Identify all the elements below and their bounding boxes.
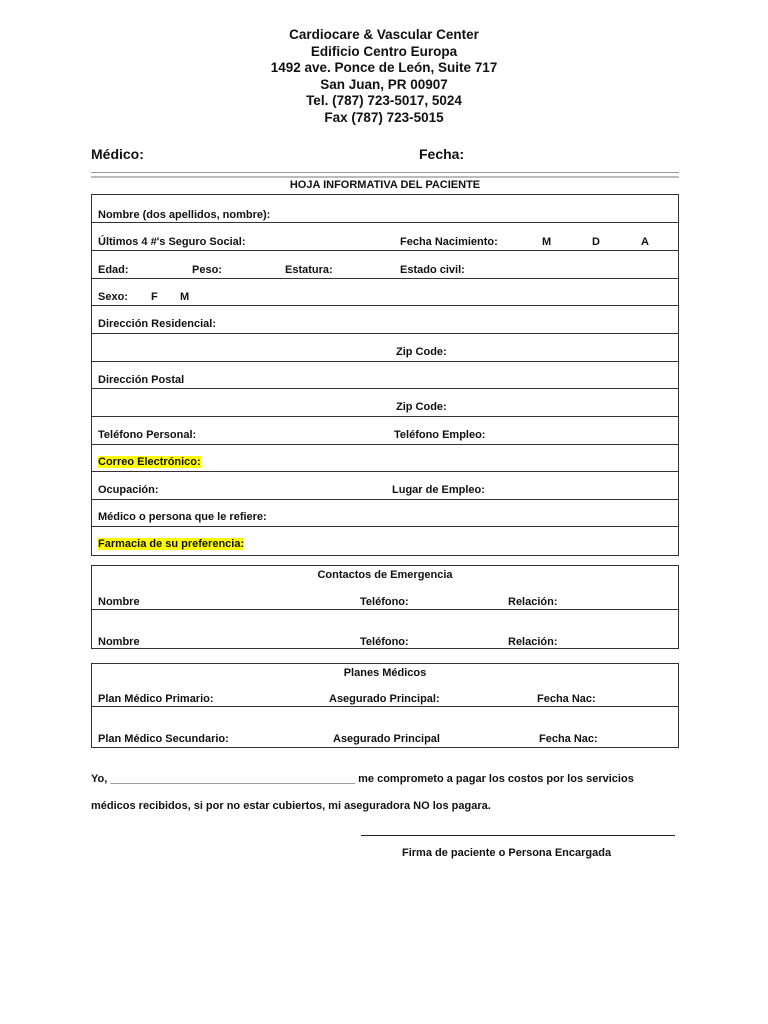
emergency-title: Contactos de Emergencia bbox=[317, 569, 453, 581]
direccion-postal-label: Dirección Postal bbox=[98, 374, 185, 386]
row-sexo[interactable] bbox=[92, 279, 678, 306]
asegurado-principal-label: Asegurado Principal bbox=[333, 733, 440, 745]
clinic-street: 1492 ave. Ponce de León, Suite 717 bbox=[270, 60, 498, 75]
plan-primario-label: Plan Médico Primario: bbox=[98, 693, 214, 705]
medical-plans-table bbox=[91, 663, 679, 748]
signature-label: Firma de paciente o Persona Encargada bbox=[402, 847, 612, 859]
estatura-label: Estatura: bbox=[285, 264, 333, 276]
row-zip-postal[interactable] bbox=[92, 389, 678, 417]
emergency-nombre-label: Nombre bbox=[98, 596, 140, 608]
peso-label: Peso: bbox=[192, 264, 222, 276]
agreement-line-1: Yo, ________________________________________ me comprometo a pagar los costos por los servicios bbox=[91, 773, 634, 785]
row-nombre[interactable] bbox=[92, 195, 678, 223]
plans-divider bbox=[92, 706, 678, 707]
patient-form-title: HOJA INFORMATIVA DEL PACIENTE bbox=[289, 179, 481, 191]
nombre-label: Nombre (dos apellidos, nombre): bbox=[98, 209, 271, 221]
row-direccion-residencial[interactable] bbox=[92, 306, 678, 334]
emergency-contacts-table bbox=[91, 565, 679, 649]
row-medico-refiere[interactable] bbox=[92, 500, 678, 527]
row-zip-residencial[interactable] bbox=[92, 334, 678, 362]
plan-secundario-label: Plan Médico Secundario: bbox=[98, 733, 229, 745]
clinic-building: Edificio Centro Europa bbox=[310, 43, 458, 59]
row-correo[interactable] bbox=[92, 445, 678, 472]
fecha-nac-label: Fecha Nac: bbox=[539, 733, 598, 745]
dob-year-label: A bbox=[641, 236, 649, 248]
clinic-fax: Fax (787) 723-5015 bbox=[324, 109, 444, 125]
edad-label: Edad: bbox=[98, 264, 129, 276]
asegurado-principal-label: Asegurado Principal: bbox=[329, 693, 440, 705]
zip-code-label: Zip Code: bbox=[396, 346, 447, 358]
patient-info-table bbox=[91, 194, 679, 556]
direccion-residencial-label: Dirección Residencial: bbox=[98, 318, 216, 330]
emergency-telefono-label: Teléfono: bbox=[360, 596, 409, 608]
fecha-nac-label: Fecha Nac: bbox=[537, 693, 596, 705]
clinic-header bbox=[0, 27, 768, 126]
row-seguro-social[interactable] bbox=[92, 223, 678, 251]
emergency-telefono-label: Teléfono: bbox=[360, 636, 409, 648]
emergency-nombre-label: Nombre bbox=[98, 636, 140, 648]
agreement-line-2: médicos recibidos, si por no estar cubiertos, mi aseguradora NO los pagara. bbox=[91, 800, 491, 812]
divider bbox=[91, 172, 679, 178]
correo-label: Correo Electrónico: bbox=[98, 456, 201, 468]
ocupacion-label: Ocupación: bbox=[98, 484, 159, 496]
row-farmacia[interactable] bbox=[92, 527, 678, 555]
signature-line[interactable] bbox=[361, 835, 675, 836]
sexo-f-option[interactable]: F bbox=[151, 291, 158, 303]
dob-month-label: M bbox=[542, 236, 552, 248]
medico-refiere-label: Médico o persona que le refiere: bbox=[98, 511, 267, 523]
row-direccion-postal[interactable] bbox=[92, 362, 678, 389]
medico-label: Médico: bbox=[91, 146, 144, 162]
zip-code-label: Zip Code: bbox=[396, 401, 447, 413]
telefono-personal-label: Teléfono Personal: bbox=[98, 429, 197, 441]
row-telefonos[interactable] bbox=[92, 417, 678, 445]
emergency-relacion-label: Relación: bbox=[508, 596, 558, 608]
lugar-empleo-label: Lugar de Empleo: bbox=[392, 484, 485, 496]
fecha-nacimiento-label: Fecha Nacimiento: bbox=[400, 236, 498, 248]
emergency-divider bbox=[92, 609, 678, 610]
fecha-label: Fecha: bbox=[419, 146, 465, 162]
farmacia-label: Farmacia de su preferencia: bbox=[98, 538, 245, 550]
seguro-social-label: Últimos 4 #'s Seguro Social: bbox=[98, 236, 246, 248]
clinic-phone: Tel. (787) 723-5017, 5024 bbox=[306, 93, 462, 108]
sexo-label: Sexo: bbox=[98, 291, 128, 303]
emergency-relacion-label: Relación: bbox=[508, 636, 558, 648]
plans-title: Planes Médicos bbox=[343, 667, 427, 679]
clinic-city: San Juan, PR 00907 bbox=[320, 76, 448, 92]
telefono-empleo-label: Teléfono Empleo: bbox=[394, 429, 486, 441]
row-ocupacion[interactable] bbox=[92, 472, 678, 500]
clinic-name: Cardiocare & Vascular Center bbox=[289, 27, 479, 42]
estado-civil-label: Estado civil: bbox=[400, 264, 465, 276]
sexo-m-option[interactable]: M bbox=[180, 291, 190, 303]
dob-day-label: D bbox=[592, 236, 600, 248]
row-edad[interactable] bbox=[92, 251, 678, 279]
